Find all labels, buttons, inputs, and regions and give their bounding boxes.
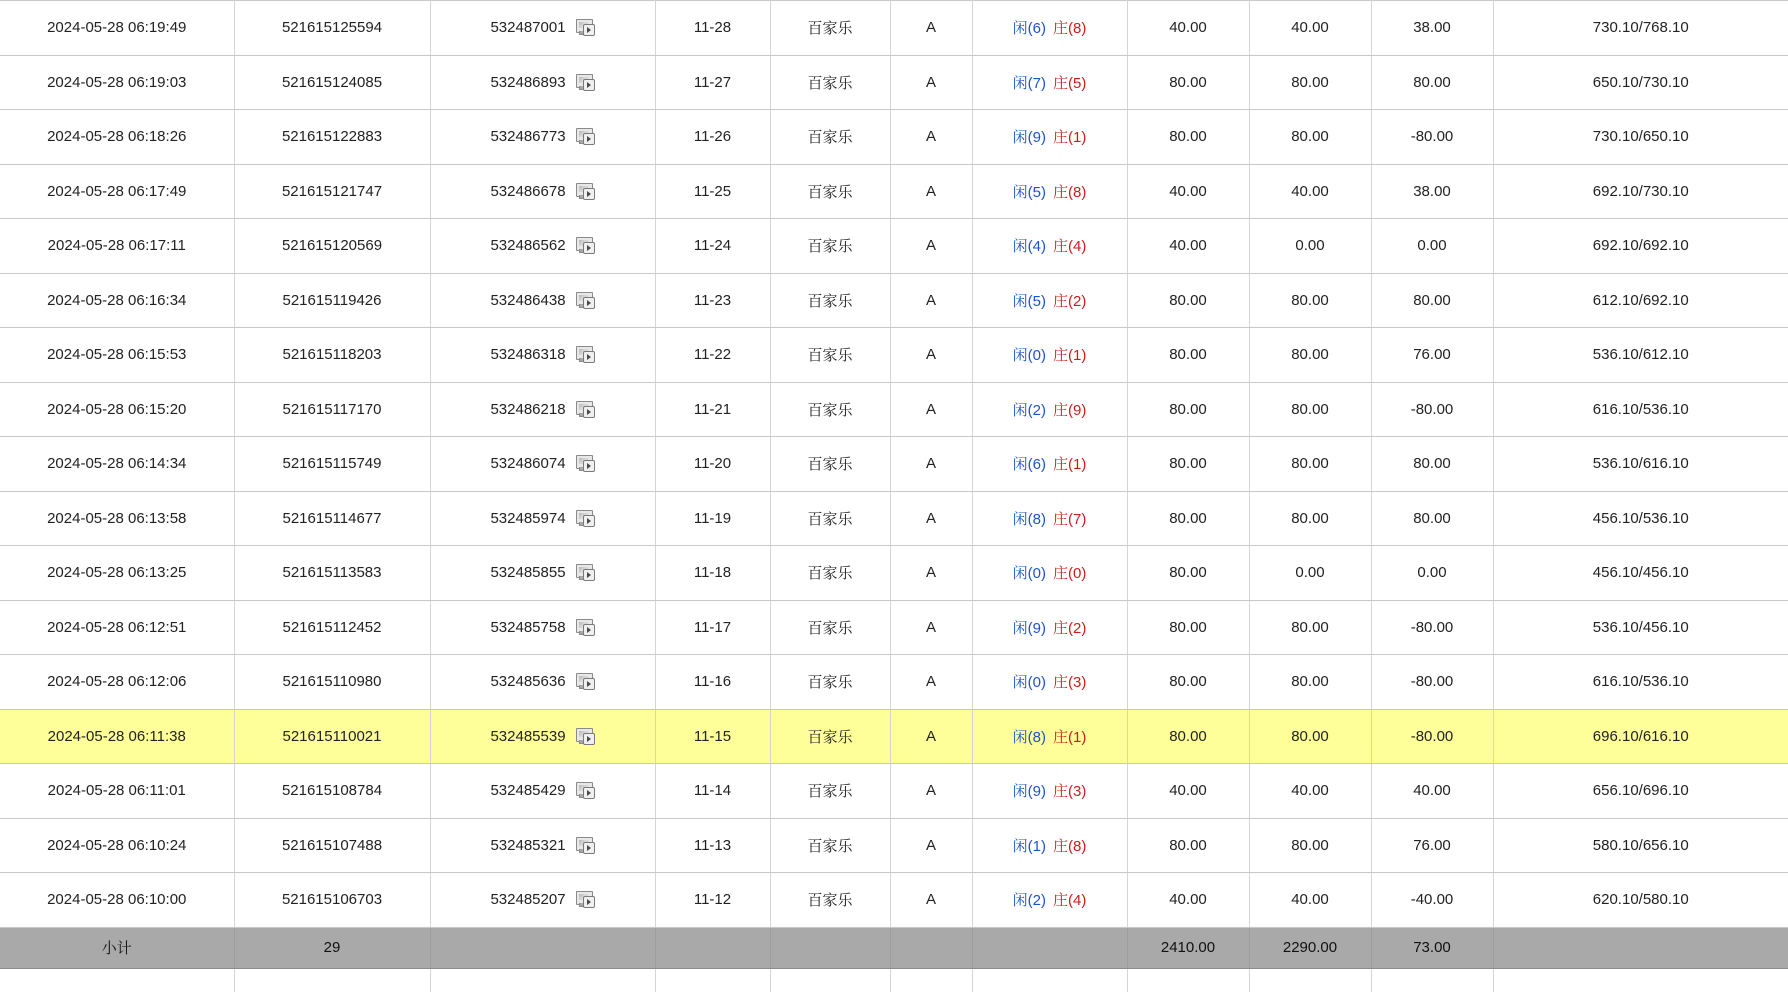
video-replay-icon[interactable] (576, 782, 595, 799)
cell-valid-amount: 80.00 (1249, 709, 1371, 764)
cell-result (972, 55, 1127, 110)
cell-bet-time: 2024-05-28 06:11:38 (0, 709, 234, 764)
banker-result: 庄(1) (1053, 347, 1086, 364)
cell-bet-amount: 80.00 (1127, 818, 1249, 873)
cell-game-name: 百家乐 (770, 55, 890, 110)
cell-balance: 730.10/768.10 (1493, 1, 1788, 56)
cell-bet-amount: 40.00 (1127, 764, 1249, 819)
cell-order-id: 521615115749 (234, 437, 430, 492)
cell-win-loss: 40.00 (1371, 764, 1493, 819)
player-result: 闲(7) (1013, 75, 1046, 92)
cell-area: A (890, 437, 972, 492)
video-replay-icon[interactable] (576, 346, 595, 363)
cell-win-loss: -80.00 (1371, 709, 1493, 764)
player-result: 闲(9) (1013, 129, 1046, 146)
cell-win-loss: -80.00 (1371, 110, 1493, 165)
subtotal-game (770, 927, 890, 968)
video-replay-icon[interactable] (576, 74, 595, 91)
round-number: 532486318 (490, 346, 565, 363)
cell-win-loss: -80.00 (1371, 655, 1493, 710)
cell-result (972, 600, 1127, 655)
round-number: 532485207 (490, 891, 565, 908)
cell-balance: 536.10/456.10 (1493, 600, 1788, 655)
banker-result: 庄(0) (1053, 565, 1086, 582)
cell-bet-time: 2024-05-28 06:12:51 (0, 600, 234, 655)
cell-valid-amount: 80.00 (1249, 655, 1371, 710)
cell-valid-amount: 80.00 (1249, 818, 1371, 873)
cell-result (972, 818, 1127, 873)
cell-order-id: 521615121747 (234, 164, 430, 219)
table-row[interactable] (0, 600, 1788, 655)
cell-valid-amount: 80.00 (1249, 491, 1371, 546)
player-result: 闲(2) (1013, 892, 1046, 909)
cell-order-id: 521615110980 (234, 655, 430, 710)
cell-result (972, 382, 1127, 437)
video-replay-icon[interactable] (576, 401, 595, 418)
cell-area: A (890, 328, 972, 383)
round-number: 532485429 (490, 782, 565, 799)
cell-area: A (890, 873, 972, 928)
cell-result (972, 546, 1127, 601)
subtotal-row (0, 927, 1788, 968)
round-number: 532486893 (490, 74, 565, 91)
cell-game-name: 百家乐 (770, 219, 890, 274)
cell-bet-time: 2024-05-28 06:17:49 (0, 164, 234, 219)
player-result: 闲(6) (1013, 456, 1046, 473)
cell-bet-amount: 40.00 (1127, 1, 1249, 56)
cell-valid-amount: 80.00 (1249, 382, 1371, 437)
cell-valid-amount: 40.00 (1249, 873, 1371, 928)
cell-round-id (430, 600, 655, 655)
cell-order-id: 521615122883 (234, 110, 430, 165)
cell-result (972, 709, 1127, 764)
cell-area: A (890, 55, 972, 110)
cell-balance: 612.10/692.10 (1493, 273, 1788, 328)
cell-area: A (890, 491, 972, 546)
cell-game-name: 百家乐 (770, 491, 890, 546)
round-number: 532486773 (490, 128, 565, 145)
banker-result: 庄(9) (1053, 402, 1086, 419)
cell-result (972, 219, 1127, 274)
cell-bet-amount: 80.00 (1127, 546, 1249, 601)
subtotal-bet: 2410.00 (1127, 927, 1249, 968)
cell-balance: 650.10/730.10 (1493, 55, 1788, 110)
cell-round-id (430, 709, 655, 764)
cell-balance: 696.10/616.10 (1493, 709, 1788, 764)
cell-win-loss: -80.00 (1371, 382, 1493, 437)
round-number: 532486074 (490, 455, 565, 472)
table-row[interactable] (0, 546, 1788, 601)
spacer-cell (1493, 968, 1788, 992)
cell-bet-amount: 80.00 (1127, 491, 1249, 546)
cell-game-name: 百家乐 (770, 764, 890, 819)
cell-balance: 692.10/730.10 (1493, 164, 1788, 219)
round-number: 532485539 (490, 728, 565, 745)
subtotal-result (972, 927, 1127, 968)
round-number: 532486562 (490, 237, 565, 254)
banker-result: 庄(3) (1053, 674, 1086, 691)
cell-round-id (430, 110, 655, 165)
cell-result (972, 1, 1127, 56)
cell-bet-amount: 80.00 (1127, 55, 1249, 110)
cell-game-name: 百家乐 (770, 655, 890, 710)
cell-bet-time: 2024-05-28 06:10:24 (0, 818, 234, 873)
player-result: 闲(5) (1013, 184, 1046, 201)
spacer-cell (0, 968, 234, 992)
round-number: 532485855 (490, 564, 565, 581)
video-replay-icon[interactable] (576, 837, 595, 854)
cell-balance: 456.10/536.10 (1493, 491, 1788, 546)
cell-win-loss: 80.00 (1371, 55, 1493, 110)
cell-order-id: 521615108784 (234, 764, 430, 819)
banker-result: 庄(5) (1053, 75, 1086, 92)
cell-bet-amount: 80.00 (1127, 273, 1249, 328)
cell-valid-amount: 80.00 (1249, 55, 1371, 110)
cell-bet-amount: 80.00 (1127, 328, 1249, 383)
player-result: 闲(0) (1013, 674, 1046, 691)
banker-result: 庄(7) (1053, 511, 1086, 528)
player-result: 闲(1) (1013, 838, 1046, 855)
cell-bet-time: 2024-05-28 06:10:00 (0, 873, 234, 928)
bet-history-body (0, 1, 1788, 992)
cell-game-name: 百家乐 (770, 1, 890, 56)
cell-result (972, 655, 1127, 710)
cell-bet-time: 2024-05-28 06:13:58 (0, 491, 234, 546)
cell-bet-time: 2024-05-28 06:12:06 (0, 655, 234, 710)
cell-win-loss: 0.00 (1371, 219, 1493, 274)
banker-result: 庄(4) (1053, 892, 1086, 909)
cell-order-id: 521615118203 (234, 328, 430, 383)
cell-game-name: 百家乐 (770, 873, 890, 928)
player-result: 闲(0) (1013, 347, 1046, 364)
cell-win-loss: 0.00 (1371, 546, 1493, 601)
cell-area: A (890, 273, 972, 328)
subtotal-round (430, 927, 655, 968)
cell-balance: 692.10/692.10 (1493, 219, 1788, 274)
cell-bet-time: 2024-05-28 06:18:26 (0, 110, 234, 165)
cell-table-number: 11-14 (655, 764, 770, 819)
cell-balance: 620.10/580.10 (1493, 873, 1788, 928)
cell-game-name: 百家乐 (770, 382, 890, 437)
cell-area: A (890, 1, 972, 56)
cell-area: A (890, 382, 972, 437)
banker-result: 庄(8) (1053, 184, 1086, 201)
cell-valid-amount: 0.00 (1249, 546, 1371, 601)
cell-result (972, 491, 1127, 546)
table-row[interactable] (0, 764, 1788, 819)
cell-win-loss: 80.00 (1371, 437, 1493, 492)
cell-valid-amount: 80.00 (1249, 328, 1371, 383)
cell-bet-time: 2024-05-28 06:19:03 (0, 55, 234, 110)
spacer-cell (1127, 968, 1249, 992)
cell-order-id: 521615106703 (234, 873, 430, 928)
cell-win-loss: 38.00 (1371, 164, 1493, 219)
cell-balance: 616.10/536.10 (1493, 382, 1788, 437)
round-number: 532485758 (490, 619, 565, 636)
table-row[interactable] (0, 1, 1788, 56)
round-number: 532485321 (490, 837, 565, 854)
cell-bet-amount: 80.00 (1127, 600, 1249, 655)
cell-balance: 536.10/612.10 (1493, 328, 1788, 383)
table-row[interactable] (0, 382, 1788, 437)
subtotal-count: 29 (234, 927, 430, 968)
subtotal-balance (1493, 927, 1788, 968)
cell-bet-amount: 40.00 (1127, 873, 1249, 928)
spacer-row (0, 968, 1788, 992)
video-replay-icon[interactable] (576, 619, 595, 636)
spacer-cell (1249, 968, 1371, 992)
table-row[interactable] (0, 55, 1788, 110)
cell-round-id (430, 273, 655, 328)
spacer-cell (234, 968, 430, 992)
cell-bet-time: 2024-05-28 06:15:20 (0, 382, 234, 437)
banker-result: 庄(2) (1053, 620, 1086, 637)
banker-result: 庄(8) (1053, 838, 1086, 855)
round-number: 532486218 (490, 401, 565, 418)
cell-game-name: 百家乐 (770, 110, 890, 165)
cell-table-number: 11-25 (655, 164, 770, 219)
cell-balance: 616.10/536.10 (1493, 655, 1788, 710)
cell-round-id (430, 546, 655, 601)
subtotal-valid: 2290.00 (1249, 927, 1371, 968)
cell-table-number: 11-26 (655, 110, 770, 165)
cell-valid-amount: 80.00 (1249, 600, 1371, 655)
cell-table-number: 11-24 (655, 219, 770, 274)
table-row[interactable] (0, 437, 1788, 492)
cell-order-id: 521615124085 (234, 55, 430, 110)
video-replay-icon[interactable] (576, 237, 595, 254)
cell-bet-time: 2024-05-28 06:16:34 (0, 273, 234, 328)
table-row[interactable] (0, 219, 1788, 274)
cell-game-name: 百家乐 (770, 164, 890, 219)
table-row[interactable] (0, 328, 1788, 383)
subtotal-area (890, 927, 972, 968)
banker-result: 庄(4) (1053, 238, 1086, 255)
cell-bet-time: 2024-05-28 06:14:34 (0, 437, 234, 492)
cell-round-id (430, 164, 655, 219)
cell-balance: 656.10/696.10 (1493, 764, 1788, 819)
video-replay-icon[interactable] (576, 891, 595, 908)
cell-result (972, 437, 1127, 492)
video-replay-icon[interactable] (576, 673, 595, 690)
cell-win-loss: 80.00 (1371, 273, 1493, 328)
cell-round-id (430, 1, 655, 56)
table-row[interactable] (0, 709, 1788, 764)
subtotal-table (655, 927, 770, 968)
cell-result (972, 764, 1127, 819)
cell-win-loss: -80.00 (1371, 600, 1493, 655)
round-number: 532485636 (490, 673, 565, 690)
cell-bet-time: 2024-05-28 06:11:01 (0, 764, 234, 819)
spacer-cell (972, 968, 1127, 992)
round-number: 532487001 (490, 19, 565, 36)
cell-order-id: 521615114677 (234, 491, 430, 546)
video-replay-icon[interactable] (576, 19, 595, 36)
table-row[interactable] (0, 873, 1788, 928)
cell-area: A (890, 764, 972, 819)
cell-area: A (890, 818, 972, 873)
cell-bet-amount: 40.00 (1127, 219, 1249, 274)
cell-table-number: 11-20 (655, 437, 770, 492)
cell-order-id: 521615112452 (234, 600, 430, 655)
cell-win-loss: 80.00 (1371, 491, 1493, 546)
cell-result (972, 873, 1127, 928)
cell-round-id (430, 382, 655, 437)
table-row[interactable] (0, 110, 1788, 165)
cell-bet-time: 2024-05-28 06:19:49 (0, 1, 234, 56)
cell-round-id (430, 818, 655, 873)
cell-round-id (430, 437, 655, 492)
cell-order-id: 521615125594 (234, 1, 430, 56)
cell-bet-amount: 80.00 (1127, 709, 1249, 764)
cell-table-number: 11-18 (655, 546, 770, 601)
cell-game-name: 百家乐 (770, 600, 890, 655)
cell-result (972, 273, 1127, 328)
cell-balance: 456.10/456.10 (1493, 546, 1788, 601)
cell-balance: 536.10/616.10 (1493, 437, 1788, 492)
table-row[interactable] (0, 818, 1788, 873)
cell-game-name: 百家乐 (770, 437, 890, 492)
cell-area: A (890, 164, 972, 219)
table-row[interactable] (0, 273, 1788, 328)
cell-table-number: 11-21 (655, 382, 770, 437)
player-result: 闲(6) (1013, 20, 1046, 37)
player-result: 闲(5) (1013, 293, 1046, 310)
cell-table-number: 11-17 (655, 600, 770, 655)
cell-round-id (430, 655, 655, 710)
cell-table-number: 11-12 (655, 873, 770, 928)
cell-game-name: 百家乐 (770, 273, 890, 328)
video-replay-icon[interactable] (576, 183, 595, 200)
table-row[interactable] (0, 491, 1788, 546)
spacer-cell (890, 968, 972, 992)
cell-round-id (430, 55, 655, 110)
cell-area: A (890, 546, 972, 601)
cell-bet-amount: 80.00 (1127, 110, 1249, 165)
video-replay-icon[interactable] (576, 292, 595, 309)
subtotal-label: 小计 (0, 927, 234, 968)
cell-valid-amount: 80.00 (1249, 110, 1371, 165)
player-result: 闲(2) (1013, 402, 1046, 419)
cell-valid-amount: 80.00 (1249, 437, 1371, 492)
video-replay-icon[interactable] (576, 728, 595, 745)
cell-area: A (890, 655, 972, 710)
cell-area: A (890, 709, 972, 764)
player-result: 闲(9) (1013, 783, 1046, 800)
cell-valid-amount: 0.00 (1249, 219, 1371, 274)
cell-round-id (430, 764, 655, 819)
cell-result (972, 110, 1127, 165)
cell-table-number: 11-13 (655, 818, 770, 873)
cell-bet-amount: 80.00 (1127, 437, 1249, 492)
cell-valid-amount: 40.00 (1249, 164, 1371, 219)
video-replay-icon[interactable] (576, 510, 595, 527)
cell-bet-time: 2024-05-28 06:13:25 (0, 546, 234, 601)
table-row[interactable] (0, 164, 1788, 219)
cell-table-number: 11-15 (655, 709, 770, 764)
cell-balance: 730.10/650.10 (1493, 110, 1788, 165)
cell-order-id: 521615110021 (234, 709, 430, 764)
video-replay-icon[interactable] (576, 128, 595, 145)
spacer-cell (770, 968, 890, 992)
cell-win-loss: 38.00 (1371, 1, 1493, 56)
banker-result: 庄(3) (1053, 783, 1086, 800)
cell-bet-time: 2024-05-28 06:17:11 (0, 219, 234, 274)
round-number: 532486438 (490, 292, 565, 309)
cell-area: A (890, 600, 972, 655)
cell-bet-time: 2024-05-28 06:15:53 (0, 328, 234, 383)
cell-round-id (430, 491, 655, 546)
cell-result (972, 164, 1127, 219)
video-replay-icon[interactable] (576, 455, 595, 472)
cell-table-number: 11-19 (655, 491, 770, 546)
player-result: 闲(4) (1013, 238, 1046, 255)
subtotal-win: 73.00 (1371, 927, 1493, 968)
cell-result (972, 328, 1127, 383)
cell-win-loss: 76.00 (1371, 328, 1493, 383)
banker-result: 庄(1) (1053, 456, 1086, 473)
spacer-cell (655, 968, 770, 992)
cell-area: A (890, 110, 972, 165)
cell-area: A (890, 219, 972, 274)
round-number: 532485974 (490, 510, 565, 527)
banker-result: 庄(1) (1053, 729, 1086, 746)
spacer-cell (1371, 968, 1493, 992)
player-result: 闲(8) (1013, 511, 1046, 528)
cell-table-number: 11-27 (655, 55, 770, 110)
cell-table-number: 11-16 (655, 655, 770, 710)
round-number: 532486678 (490, 183, 565, 200)
cell-round-id (430, 328, 655, 383)
cell-order-id: 521615113583 (234, 546, 430, 601)
banker-result: 庄(8) (1053, 20, 1086, 37)
cell-valid-amount: 40.00 (1249, 1, 1371, 56)
cell-win-loss: -40.00 (1371, 873, 1493, 928)
cell-order-id: 521615117170 (234, 382, 430, 437)
cell-valid-amount: 80.00 (1249, 273, 1371, 328)
player-result: 闲(0) (1013, 565, 1046, 582)
cell-win-loss: 76.00 (1371, 818, 1493, 873)
cell-game-name: 百家乐 (770, 546, 890, 601)
cell-table-number: 11-23 (655, 273, 770, 328)
cell-order-id: 521615107488 (234, 818, 430, 873)
cell-bet-amount: 40.00 (1127, 164, 1249, 219)
player-result: 闲(9) (1013, 620, 1046, 637)
banker-result: 庄(2) (1053, 293, 1086, 310)
banker-result: 庄(1) (1053, 129, 1086, 146)
table-row[interactable] (0, 655, 1788, 710)
cell-table-number: 11-22 (655, 328, 770, 383)
player-result: 闲(8) (1013, 729, 1046, 746)
cell-table-number: 11-28 (655, 1, 770, 56)
cell-round-id (430, 219, 655, 274)
spacer-cell (430, 968, 655, 992)
cell-order-id: 521615119426 (234, 273, 430, 328)
cell-game-name: 百家乐 (770, 328, 890, 383)
cell-bet-amount: 80.00 (1127, 655, 1249, 710)
video-replay-icon[interactable] (576, 564, 595, 581)
cell-game-name: 百家乐 (770, 818, 890, 873)
cell-game-name: 百家乐 (770, 709, 890, 764)
cell-round-id (430, 873, 655, 928)
cell-balance: 580.10/656.10 (1493, 818, 1788, 873)
cell-valid-amount: 40.00 (1249, 764, 1371, 819)
cell-order-id: 521615120569 (234, 219, 430, 274)
cell-bet-amount: 80.00 (1127, 382, 1249, 437)
